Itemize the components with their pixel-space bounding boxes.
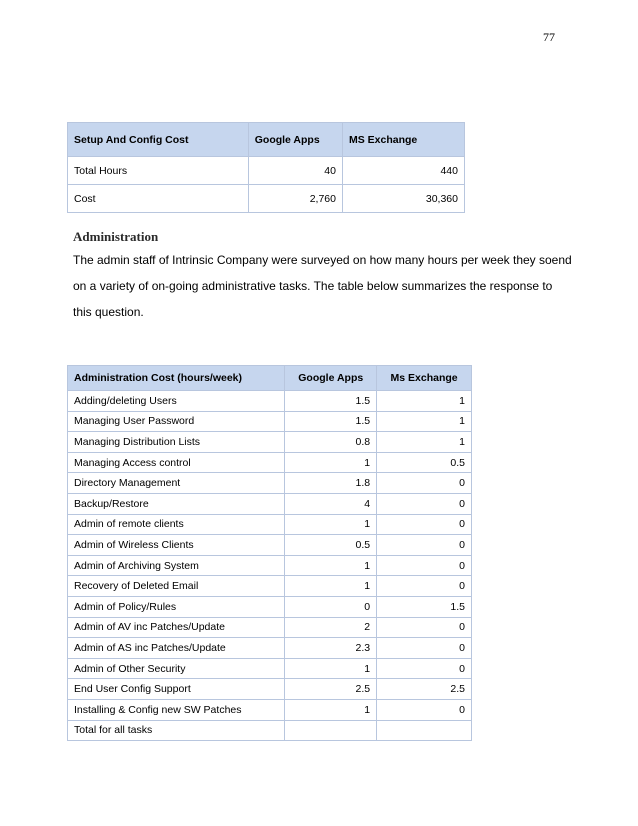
value-cell: 1 bbox=[377, 391, 472, 412]
row-label-cell: Admin of remote clients bbox=[68, 514, 285, 535]
row-label-cell: Directory Management bbox=[68, 473, 285, 494]
row-label-cell: Admin of Archiving System bbox=[68, 555, 285, 576]
table-row bbox=[68, 432, 472, 453]
table-header-row bbox=[68, 366, 472, 391]
table-row bbox=[68, 699, 472, 720]
column-header: Setup And Config Cost bbox=[68, 123, 249, 157]
value-cell: 4 bbox=[285, 493, 377, 514]
value-cell: 2.3 bbox=[285, 638, 377, 659]
value-cell: 40 bbox=[248, 157, 342, 185]
administration-cost-table bbox=[67, 365, 472, 741]
value-cell: 0 bbox=[377, 535, 472, 556]
row-label-cell: Recovery of Deleted Email bbox=[68, 576, 285, 597]
row-label-cell: Adding/deleting Users bbox=[68, 391, 285, 412]
table-row bbox=[68, 493, 472, 514]
table-row bbox=[68, 617, 472, 638]
value-cell: 1 bbox=[377, 411, 472, 432]
value-cell: 30,360 bbox=[342, 185, 464, 213]
value-cell: 2.5 bbox=[377, 679, 472, 700]
value-cell: 2,760 bbox=[248, 185, 342, 213]
table-row bbox=[68, 452, 472, 473]
row-label-cell: Managing Distribution Lists bbox=[68, 432, 285, 453]
row-label-cell: Total for all tasks bbox=[68, 720, 285, 741]
table-row bbox=[68, 473, 472, 494]
value-cell: 0 bbox=[377, 617, 472, 638]
row-label-cell: Total Hours bbox=[68, 157, 249, 185]
value-cell: 0 bbox=[377, 473, 472, 494]
table-row bbox=[68, 658, 472, 679]
column-header: Administration Cost (hours/week) bbox=[68, 366, 285, 391]
value-cell: 1.5 bbox=[285, 411, 377, 432]
value-cell: 0 bbox=[377, 493, 472, 514]
setup-config-cost-table bbox=[67, 122, 465, 213]
row-label-cell: Managing Access control bbox=[68, 452, 285, 473]
row-label-cell: Backup/Restore bbox=[68, 493, 285, 514]
column-header: Ms Exchange bbox=[377, 366, 472, 391]
table-row bbox=[68, 555, 472, 576]
table-row bbox=[68, 638, 472, 659]
value-cell: 2.5 bbox=[285, 679, 377, 700]
value-cell: 1 bbox=[377, 432, 472, 453]
value-cell: 0 bbox=[377, 658, 472, 679]
value-cell: 1 bbox=[285, 699, 377, 720]
value-cell: 1 bbox=[285, 576, 377, 597]
row-label-cell: Admin of AV inc Patches/Update bbox=[68, 617, 285, 638]
value-cell: 1.8 bbox=[285, 473, 377, 494]
row-label-cell: Cost bbox=[68, 185, 249, 213]
value-cell: 0 bbox=[377, 576, 472, 597]
setup-table-body bbox=[68, 157, 465, 213]
row-label-cell: Admin of Other Security bbox=[68, 658, 285, 679]
table-row bbox=[68, 185, 465, 213]
row-label-cell: Admin of AS inc Patches/Update bbox=[68, 638, 285, 659]
value-cell: 0 bbox=[377, 638, 472, 659]
value-cell: 0.5 bbox=[285, 535, 377, 556]
value-cell: 0 bbox=[377, 514, 472, 535]
page-number: 77 bbox=[543, 30, 555, 44]
admin-table-body bbox=[68, 391, 472, 741]
table-header-row bbox=[68, 123, 465, 157]
column-header: MS Exchange bbox=[342, 123, 464, 157]
table-row bbox=[68, 720, 472, 741]
table-row bbox=[68, 535, 472, 556]
value-cell: 0 bbox=[377, 699, 472, 720]
value-cell: 1 bbox=[285, 514, 377, 535]
column-header: Google Apps bbox=[285, 366, 377, 391]
table-row bbox=[68, 576, 472, 597]
row-label-cell: Admin of Policy/Rules bbox=[68, 596, 285, 617]
value-cell: 1 bbox=[285, 555, 377, 576]
column-header: Google Apps bbox=[248, 123, 342, 157]
value-cell: 0 bbox=[377, 555, 472, 576]
value-cell: 0.8 bbox=[285, 432, 377, 453]
value-cell: 440 bbox=[342, 157, 464, 185]
row-label-cell: End User Config Support bbox=[68, 679, 285, 700]
value-cell: 0.5 bbox=[377, 452, 472, 473]
value-cell bbox=[285, 720, 377, 741]
value-cell bbox=[377, 720, 472, 741]
table-row bbox=[68, 679, 472, 700]
value-cell: 1.5 bbox=[377, 596, 472, 617]
table-row bbox=[68, 157, 465, 185]
row-label-cell: Admin of Wireless Clients bbox=[68, 535, 285, 556]
value-cell: 2 bbox=[285, 617, 377, 638]
value-cell: 1 bbox=[285, 658, 377, 679]
row-label-cell: Installing & Config new SW Patches bbox=[68, 699, 285, 720]
table-row bbox=[68, 411, 472, 432]
table-row bbox=[68, 514, 472, 535]
section-title: Administration bbox=[73, 229, 159, 244]
value-cell: 0 bbox=[285, 596, 377, 617]
section-paragraph: The admin staff of Intrinsic Company were surveyed on how many hours per week they soend on a variety of on-going administrative tasks. The table below summarizes the response to this question. bbox=[73, 253, 572, 319]
value-cell: 1 bbox=[285, 452, 377, 473]
value-cell: 1.5 bbox=[285, 391, 377, 412]
table-row bbox=[68, 391, 472, 412]
row-label-cell: Managing User Password bbox=[68, 411, 285, 432]
table-row bbox=[68, 596, 472, 617]
